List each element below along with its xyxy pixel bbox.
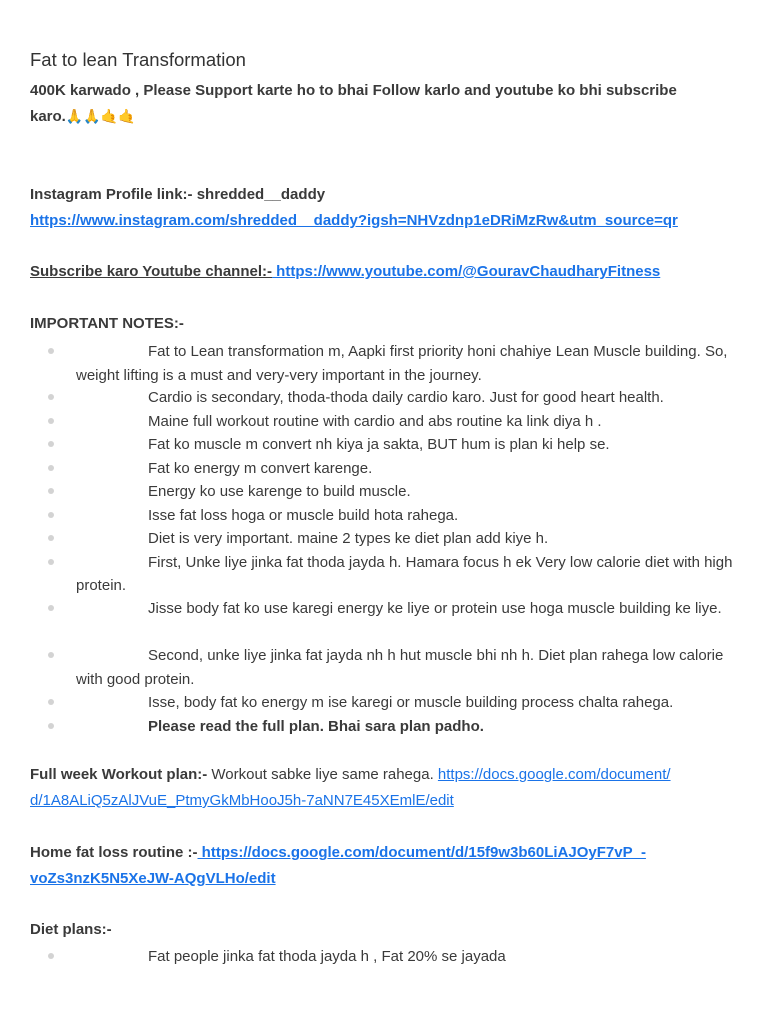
bullet-icon [48, 535, 54, 541]
intro-line-1: 400K karwado , Please Support karte ho to bhai Follow karlo and youtube ko bhi subscribe [30, 82, 677, 99]
list-item: Diet is very important. maine 2 types ke diet plan add kiye h. [30, 527, 740, 551]
intro-line-2-text: karo. [30, 108, 66, 125]
list-item: Fat ko muscle m convert nh kiya ja sakta, BUT hum is plan ki help se. [30, 433, 740, 457]
list-item: Energy ko use karenge to build muscle. [30, 480, 740, 504]
bullet-icon [48, 559, 54, 565]
list-item: Fat ko energy m convert karenge. [30, 457, 740, 481]
workout-label: Full week Workout plan:- [30, 766, 208, 783]
youtube-row [30, 263, 660, 280]
list-item: First, Unke liye jinka fat thoda jayda h. Hamara focus h ek Very low calorie diet with high protein. [30, 551, 740, 598]
bullet-icon [48, 465, 54, 471]
bullet-icon [48, 394, 54, 400]
list-item: Please read the full plan. Bhai sara plan padho. [30, 715, 740, 739]
instagram-label: Instagram Profile link:- shredded__daddy [30, 186, 326, 203]
youtube-label: Subscribe karo Youtube channel:- [30, 263, 272, 280]
bullet-icon [48, 699, 54, 705]
bullet-icon [48, 953, 54, 959]
list-item: Second, unke liye jinka fat jayda nh h hut muscle bhi nh h. Diet plan rahega low calorie with good protein. [30, 644, 740, 691]
notes-heading: IMPORTANT NOTES:- [30, 315, 184, 332]
list-item: Fat to Lean transformation m, Aapki first priority honi chahiye Lean Muscle building. So, weight lifting is a must and very-very important in the journey. [30, 340, 740, 387]
bullet-icon [48, 488, 54, 494]
diet-heading: Diet plans:- [30, 921, 112, 938]
bullet-icon [48, 723, 54, 729]
home-link[interactable]: https://docs.google.com/document/d/15f9w3b60LiAJOyF7vP_- [197, 844, 646, 861]
home-label: Home fat loss routine :- [30, 844, 198, 861]
workout-row [30, 766, 671, 783]
workout-text: Workout sabke liye same rahega. [207, 766, 438, 783]
emoji-hands-icon: 🙏🙏🤙🤙 [65, 109, 136, 125]
home-row [30, 844, 646, 861]
page-title: Fat to lean Transformation [30, 49, 246, 70]
youtube-link[interactable]: https://www.youtube.com/@GouravChaudharyFitness [272, 263, 661, 280]
workout-link-cont[interactable]: d/1A8ALiQ5zAlJVuE_PtmyGkMbHooJ5h-7aNN7E45XEmlE/edit [30, 792, 454, 809]
bullet-icon [48, 441, 54, 447]
instagram-link[interactable]: https://www.instagram.com/shredded__daddy?igsh=NHVzdnp1eDRiMzRw&utm_source=qr [30, 212, 678, 229]
list-item: Isse, body fat ko energy m ise karegi or muscle building process chalta rahega. [30, 691, 740, 715]
workout-link[interactable]: https://docs.google.com/document/ [437, 766, 671, 783]
list-item: Maine full workout routine with cardio and abs routine ka link diya h . [30, 410, 740, 434]
intro-line-2 [30, 108, 136, 125]
list-item: Fat people jinka fat thoda jayda h , Fat 20% se jayada [30, 945, 740, 969]
bullet-icon [48, 348, 54, 354]
bullet-icon [48, 652, 54, 658]
list-item: Jisse body fat ko use karegi energy ke liye or protein use hoga muscle building ke liye. [30, 597, 740, 621]
list-item: Isse fat loss hoga or muscle build hota rahega. [30, 504, 740, 528]
bullet-icon [48, 605, 54, 611]
bullet-icon [48, 512, 54, 518]
home-link-cont[interactable]: voZs3nzK5N5XeJW-AQgVLHo/edit [30, 870, 276, 887]
bullet-icon [48, 418, 54, 424]
list-item: Cardio is secondary, thoda-thoda daily cardio karo. Just for good heart health. [30, 386, 740, 410]
